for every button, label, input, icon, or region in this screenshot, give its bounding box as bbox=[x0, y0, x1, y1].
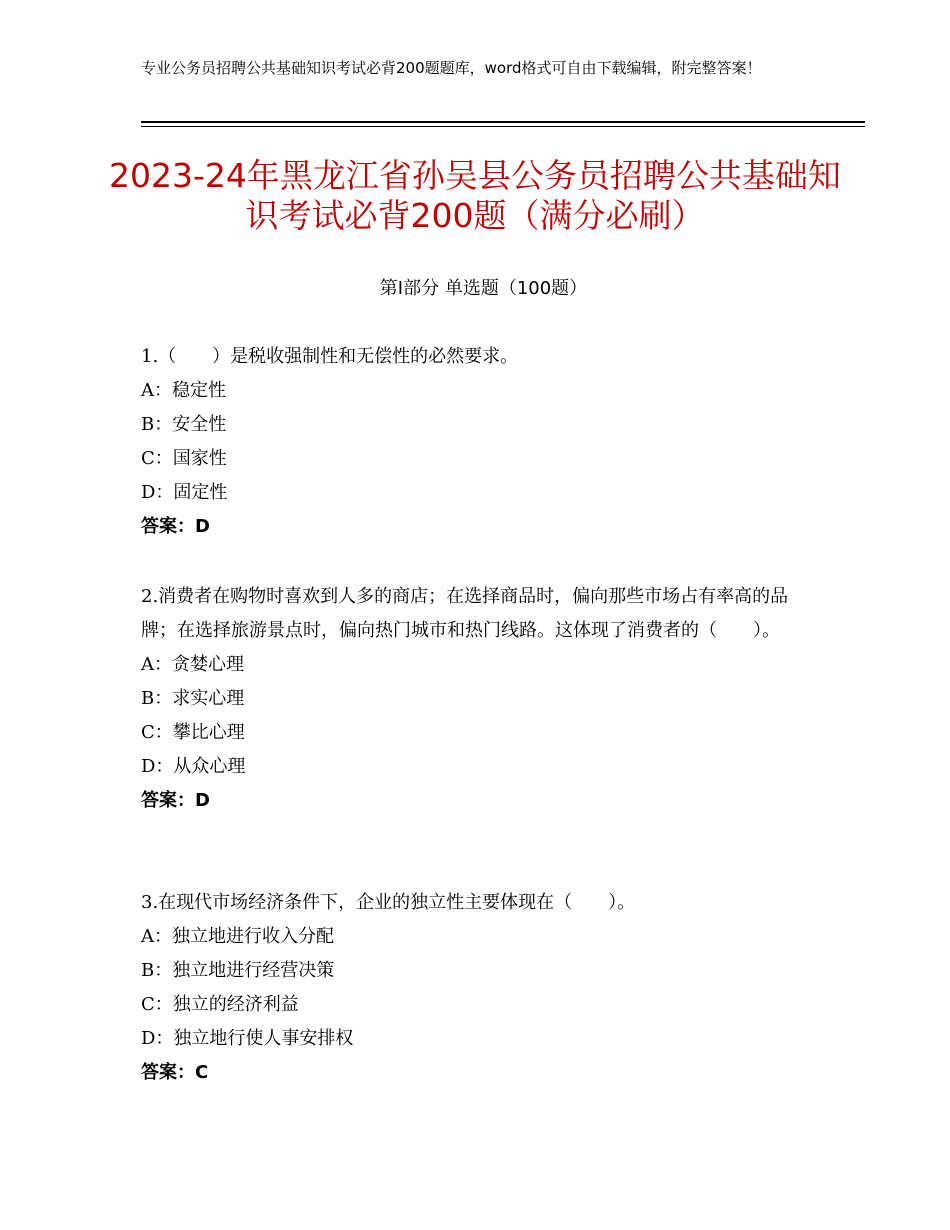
option-b: B：独立地进行经营决策 bbox=[141, 960, 335, 981]
header-rule-thick bbox=[141, 121, 865, 123]
section-title: 第Ⅰ部分 单选题（100题） bbox=[379, 278, 588, 299]
option-c: C：国家性 bbox=[141, 448, 227, 469]
answer: 答案：D bbox=[141, 790, 210, 811]
answer: 答案：D bbox=[141, 516, 210, 537]
answer: 答案：C bbox=[141, 1062, 209, 1083]
question-2 bbox=[141, 580, 811, 818]
option-c: C：攀比心理 bbox=[141, 722, 245, 743]
option-b: B：求实心理 bbox=[141, 688, 245, 709]
option-c: C：独立的经济利益 bbox=[141, 994, 299, 1015]
header-note: 专业公务员招聘公共基础知识考试必背200题题库，word格式可自由下载编辑，附完整答案！ bbox=[141, 59, 762, 77]
option-d: D：从众心理 bbox=[141, 756, 246, 777]
option-d: D：独立地行使人事安排权 bbox=[141, 1028, 354, 1049]
option-d: D：固定性 bbox=[141, 482, 228, 503]
document-title: 2023-24年黑龙江省孙吴县公务员招聘公共基础知识考试必背200题（满分必刷） bbox=[109, 156, 841, 235]
header-rule-thin bbox=[141, 126, 865, 127]
option-a: A：稳定性 bbox=[141, 380, 226, 401]
question-3 bbox=[141, 886, 811, 1090]
question-text: 1.（ ）是税收强制性和无偿性的必然要求。 bbox=[141, 346, 519, 367]
option-a: A：贪婪心理 bbox=[141, 654, 244, 675]
question-text: 3.在现代市场经济条件下，企业的独立性主要体现在（ ）。 bbox=[141, 892, 636, 913]
question-text: 2.消费者在购物时喜欢到人多的商店；在选择商品时，偏向那些市场占有率高的品牌；在选择旅游景点时，偏向热门城市和热门线路。这体现了消费者的（ ）。 bbox=[141, 586, 789, 641]
option-a: A：独立地进行收入分配 bbox=[141, 926, 334, 947]
question-1 bbox=[141, 340, 811, 544]
option-b: B：安全性 bbox=[141, 414, 227, 435]
